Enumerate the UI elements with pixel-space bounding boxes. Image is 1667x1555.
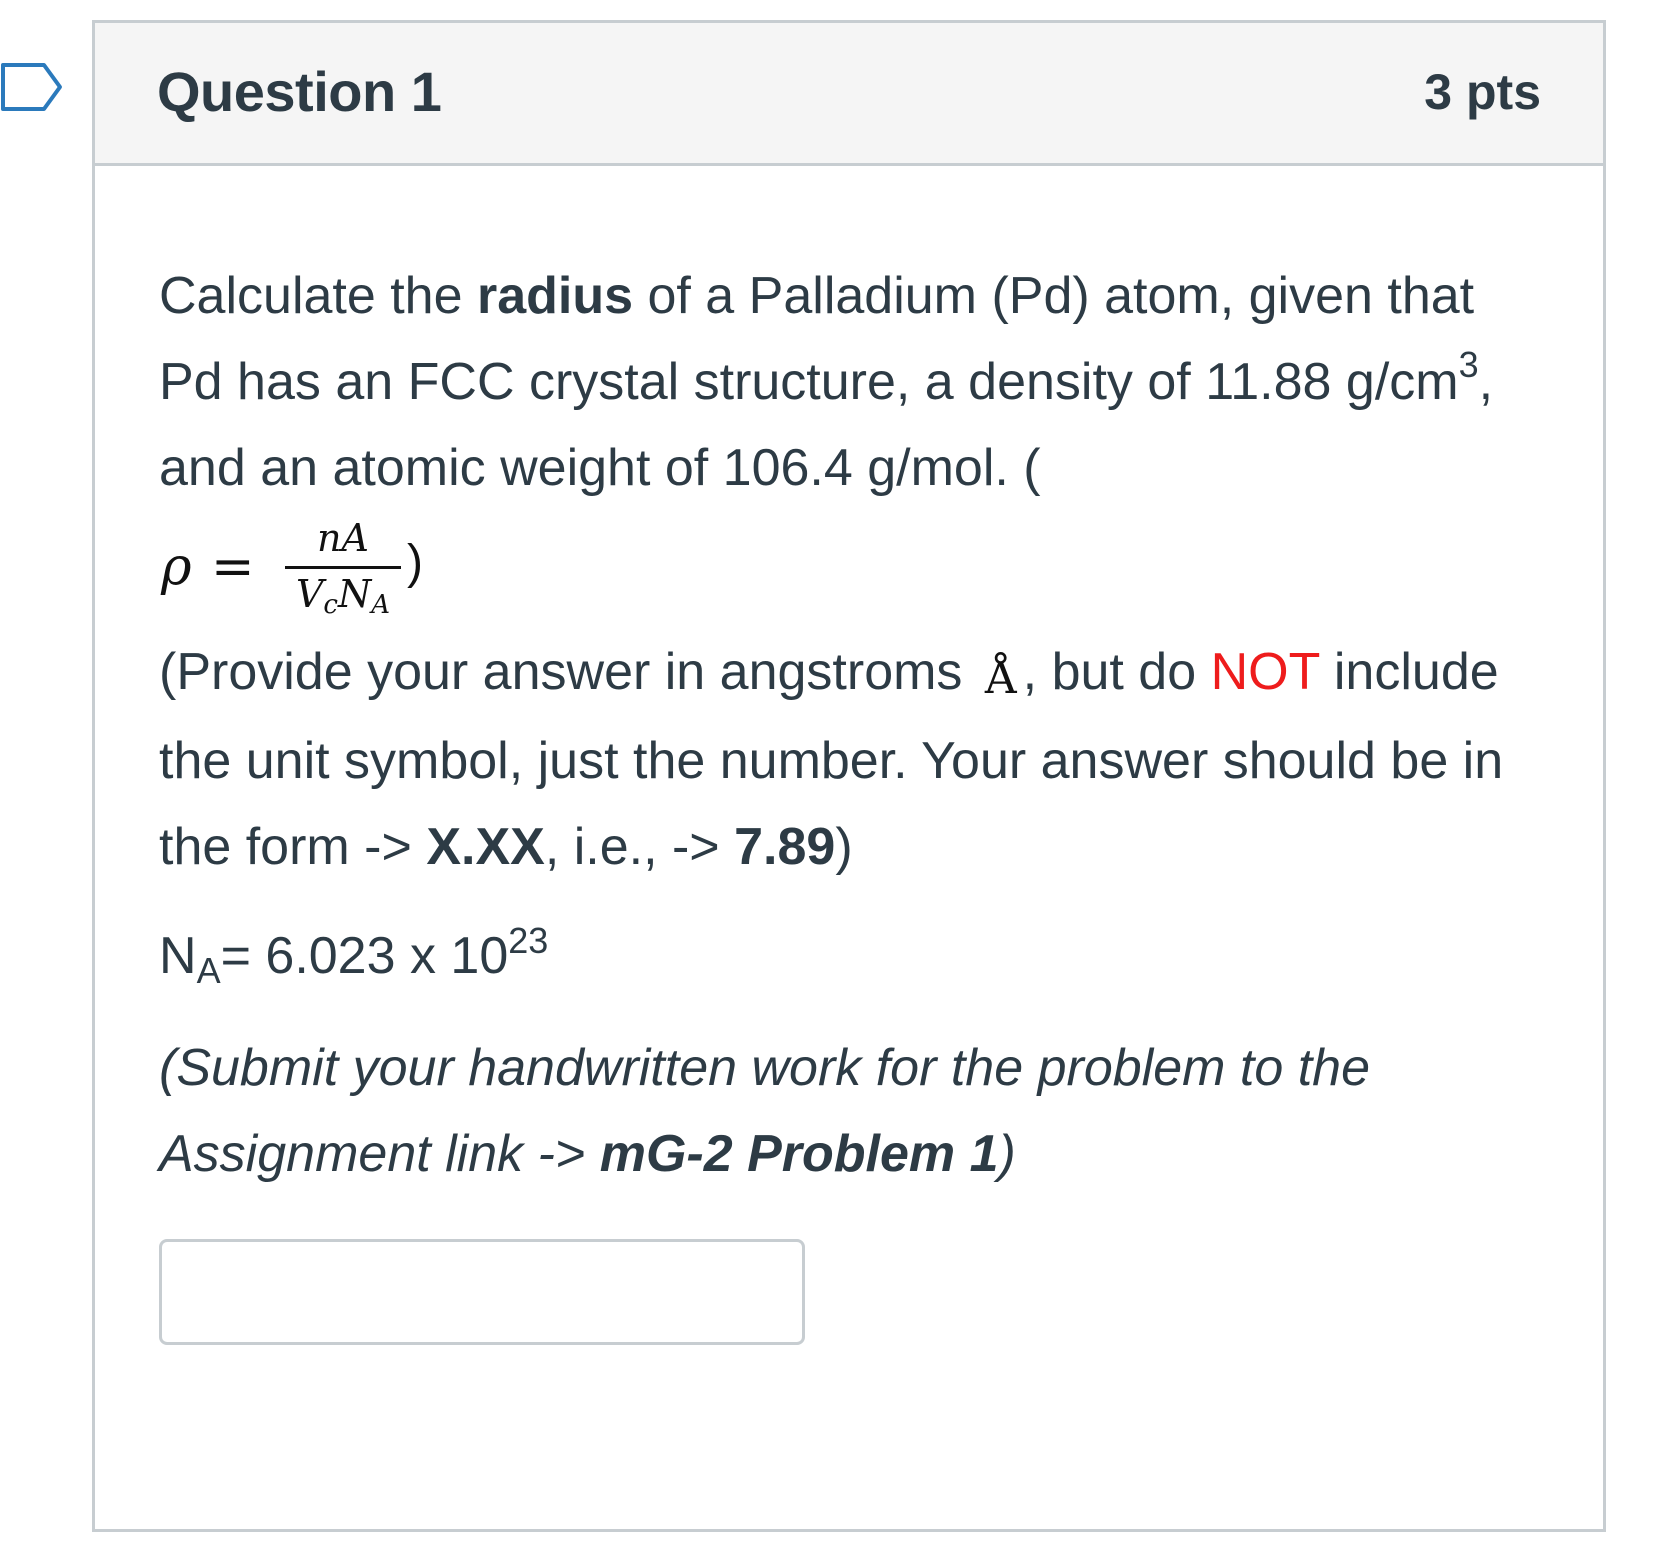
avogadro-subscript: A xyxy=(196,950,221,991)
formula-denominator xyxy=(285,571,401,628)
angstrom-symbol: Å xyxy=(984,653,1017,704)
assignment-link-name: mG-2 Problem 1 xyxy=(599,1125,999,1183)
prompt-text: , and an atomic weight of 106.4 g/mol. ( xyxy=(159,353,1494,497)
question-header xyxy=(95,23,1603,166)
submit-note xyxy=(159,1025,1549,1197)
formula-close-paren: ) xyxy=(407,536,423,589)
formula-numerator: nA xyxy=(317,516,369,560)
denominator-c: c xyxy=(323,590,338,620)
instructions-text: include the unit symbol, just the number. Your answer should be in the form -> xyxy=(159,643,1504,876)
instructions-text: ) xyxy=(835,818,853,876)
instructions-text: , but do xyxy=(1022,643,1211,701)
question-title: Question 1 xyxy=(157,60,442,123)
flag-question-icon[interactable] xyxy=(0,62,64,112)
submit-note-text: ) xyxy=(998,1125,1016,1183)
avogadro-value: = 6.023 x 10 xyxy=(220,927,509,985)
question-card xyxy=(92,20,1606,1532)
answer-input[interactable] xyxy=(159,1239,805,1345)
formula-rho: ρ xyxy=(161,537,192,597)
submit-note-text: (Submit your handwritten work for the problem to the Assignment link -> xyxy=(159,1039,1371,1183)
answer-instructions xyxy=(159,629,1549,890)
prompt-text: Calculate the xyxy=(159,267,477,325)
denominator-n: N xyxy=(337,572,372,616)
prompt-text: of a Palladium (Pd) atom, given that Pd has an FCC crystal structure, a density of 11.88 g/cm xyxy=(159,267,1475,411)
formula-equals: = xyxy=(211,537,255,597)
denominator-v: V xyxy=(295,572,324,616)
avogadro-exponent: 23 xyxy=(508,920,549,961)
prompt-bold-radius: radius xyxy=(476,267,634,325)
formula-fraction xyxy=(285,515,401,625)
fraction-bar xyxy=(285,566,401,569)
instructions-text: , i.e., -> xyxy=(544,818,735,876)
format-example: X.XX xyxy=(426,818,545,876)
question-prompt xyxy=(159,253,1549,511)
instructions-text: (Provide your answer in angstroms xyxy=(159,643,977,701)
unit-exponent: 3 xyxy=(1458,344,1479,385)
value-example: 7.89 xyxy=(734,818,836,876)
denominator-a: A xyxy=(371,590,391,620)
not-warning: NOT xyxy=(1210,643,1320,701)
avogadro-constant xyxy=(159,913,1549,999)
question-points: 3 pts xyxy=(1424,64,1541,120)
avogadro-symbol: N xyxy=(159,927,197,985)
